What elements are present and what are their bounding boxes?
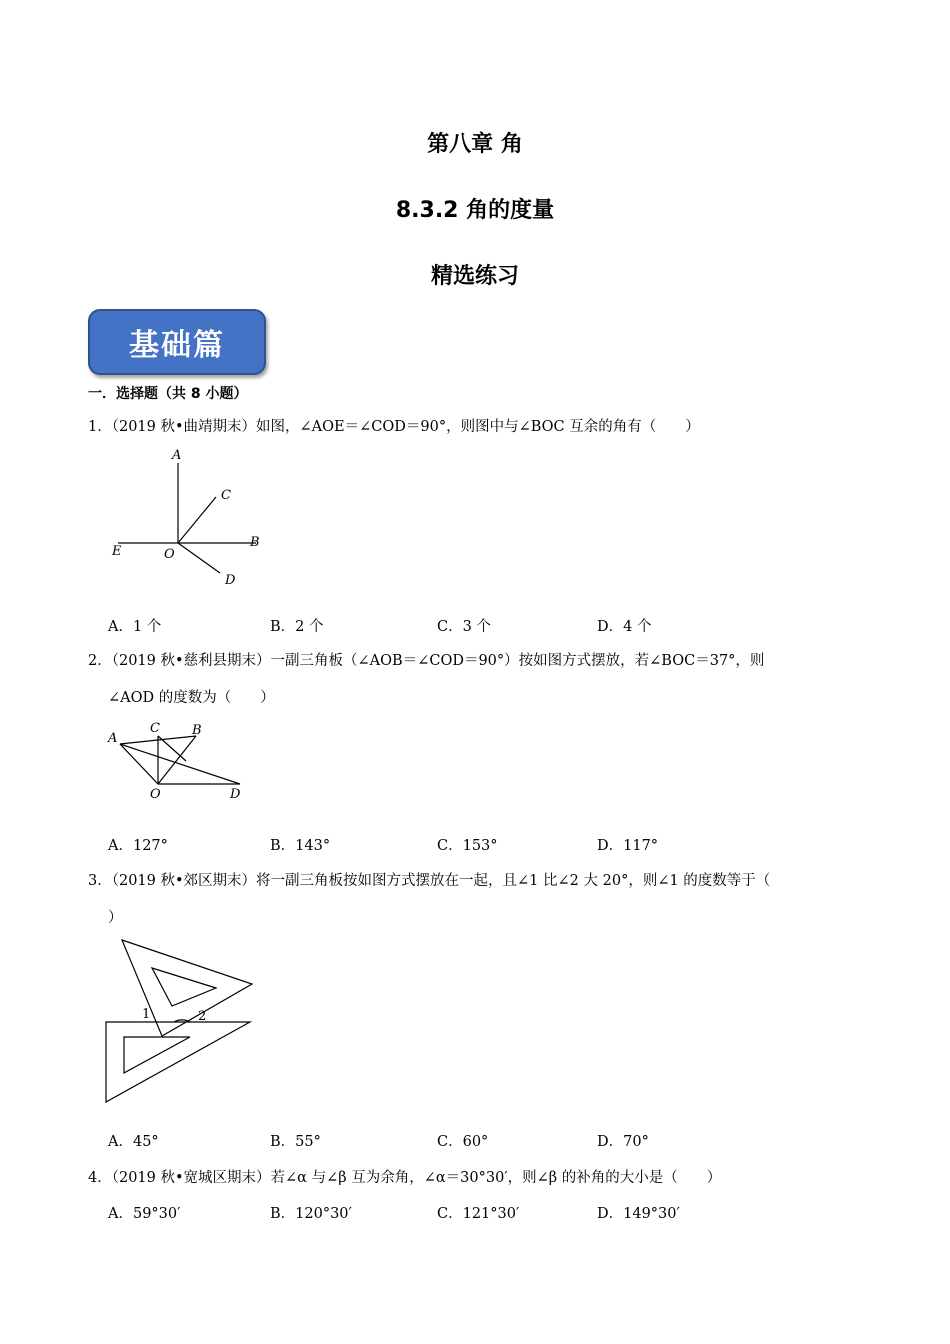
- option-b[interactable]: B．120°30′: [270, 1206, 352, 1222]
- chapter-title: 第八章 角: [427, 132, 523, 157]
- fig2-label-b: B: [192, 723, 202, 738]
- option-a[interactable]: A．127°: [108, 838, 168, 854]
- option-a[interactable]: A．45°: [108, 1134, 159, 1150]
- option-c[interactable]: C．153°: [437, 838, 498, 854]
- option-a[interactable]: A．1 个: [108, 619, 162, 635]
- fig3-label-angle1: 1: [142, 1007, 151, 1022]
- fig1-label-b: B: [250, 535, 260, 550]
- option-b[interactable]: B．143°: [270, 838, 331, 854]
- option-b[interactable]: B．2 个: [270, 619, 324, 635]
- option-c[interactable]: C．60°: [437, 1134, 489, 1150]
- fig2-label-o: O: [150, 787, 161, 802]
- question-2-text-cont: ∠AOD 的度数为（ ）: [108, 690, 275, 706]
- option-a[interactable]: A．59°30′: [108, 1206, 181, 1222]
- fig1-label-d: D: [225, 573, 236, 588]
- question-3-text: 3．（2019 秋•郊区期末）将一副三角板按如图方式摆放在一起，且∠1 比∠2 大 20°，则∠1 的度数等于（: [88, 873, 771, 889]
- option-d[interactable]: D．4 个: [597, 619, 652, 635]
- fig2-label-a: A: [108, 731, 118, 746]
- lesson-title: 8.3.2 角的度量: [395, 198, 555, 223]
- fig1-label-o: O: [164, 547, 175, 562]
- section-heading: 一．选择题（共 8 小题）: [88, 386, 248, 402]
- option-c[interactable]: C．121°30′: [437, 1206, 520, 1222]
- page-subtitle: 精选练习: [430, 264, 519, 289]
- fig1-label-a: A: [172, 448, 182, 463]
- option-b[interactable]: B．55°: [270, 1134, 321, 1150]
- question-3-figure: [104, 936, 259, 1108]
- option-c[interactable]: C．3 个: [437, 619, 491, 635]
- question-1-text: 1．（2019 秋•曲靖期末）如图，∠AOE＝∠COD＝90°，则图中与∠BOC 互余的角有（ ）: [88, 419, 700, 435]
- question-4-text: 4．（2019 秋•宽城区期末）若∠α 与∠β 互为余角，∠α＝30°30′，则∠β 的补角的大小是（ ）: [88, 1170, 722, 1186]
- fig3-label-angle2: 2: [198, 1009, 207, 1024]
- fig1-label-c: C: [221, 488, 231, 503]
- fig2-label-c: C: [150, 721, 160, 736]
- level-badge: 基础篇: [88, 309, 266, 375]
- question-3-text-cont: ）: [108, 910, 123, 926]
- question-1-figure: [108, 445, 268, 590]
- fig2-label-d: D: [230, 787, 241, 802]
- question-2-figure: [104, 716, 254, 806]
- question-2-text: 2．（2019 秋•慈利县期末）一副三角板（∠AOB＝∠COD＝90°）按如图方式摆放，若∠BOC＝37°，则: [88, 653, 765, 669]
- option-d[interactable]: D．70°: [597, 1134, 649, 1150]
- fig1-label-e: E: [112, 544, 122, 559]
- option-d[interactable]: D．117°: [597, 838, 659, 854]
- option-d[interactable]: D．149°30′: [597, 1206, 680, 1222]
